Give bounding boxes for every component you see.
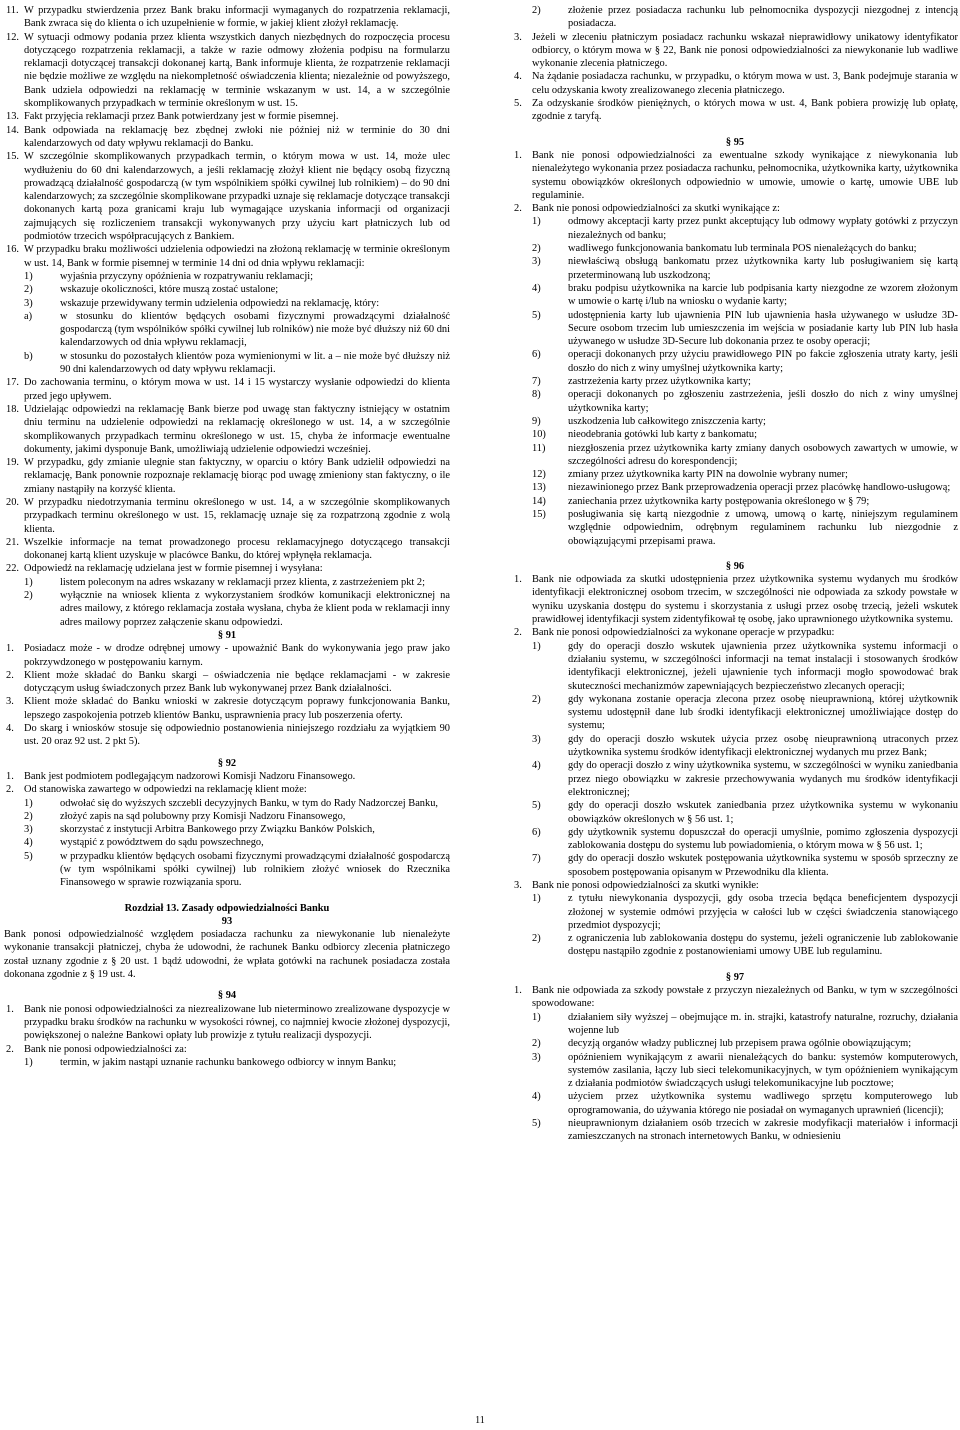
- list-item: 6) gdy użytkownik systemu dopuszczał do operacji umyślnie, pomimo zgłoszenia dyspozycji zablokowania dostępu do systemu lub powiadomienia, o którym mowa w § 56 ust. 1;: [532, 826, 958, 852]
- list-item: 5) udostępnienia karty lub ujawnienia PIN lub ujawnienia hasła używanego w usłudze 3D-Secure osobom trzecim lub umieszczenia im wejścia w posiadanie karty lub PIN lub hasła używanego w usłudze 3D-Secure lub dokonania przez te osoby operacji;: [532, 309, 958, 348]
- paragraph: 18. Udzielając odpowiedzi na reklamację Bank bierze pod uwagę stan faktyczny istniejący w ostatnim dniu terminu na udzielenie odpowiedzi na reklamację określonego w ust. 14, a w szczególnie skomplikowanych przypadkach terminu określonego w ust. 15, chyba że informacje ewentualne dokumenty, jakimi dysponuje Bank, umożliwiają udzielenie odpowiedzi wcześniej.: [6, 403, 450, 455]
- list-item: 12) zmiany przez użytkownika karty PIN na dowolnie wybrany numer;: [532, 469, 848, 481]
- list-item: 1) gdy do operacji doszło wskutek ujawnienia przez użytkownika systemu informacji o działaniu systemu, w szczególności informacji na temat instalacji i stosowanych środków identyfikacji elektronicznej, jeżeli ujawnienie tych informacji mogło spowodować brak skuteczności mechanizmów zapewniających bezpieczeństwo zlecanych operacji;: [532, 640, 958, 692]
- list-item: 7) gdy do operacji doszło wskutek postępowania użytkownika systemu w sposób sprzeczny ze sposobem postępowania opisanym w Przewodniku dla klienta.: [532, 853, 958, 878]
- list-item: 2) wadliwego funkcjonowania bankomatu lub terminala POS nienależących do banku;: [532, 243, 917, 255]
- list-item: 3) gdy do operacji doszło wskutek użycia przez osobę nieuprawnioną utraconych przez użytkownika systemu środków identyfikacji elektronicznej wydanych mu przez Bank;: [532, 733, 958, 759]
- list-item: 8) operacji dokonanych po zgłoszeniu zastrzeżenia, jeśli doszło do nich z winy umyślnej użytkownika karty;: [532, 389, 958, 414]
- paragraph: 19. W przypadku, gdy zmianie ulegnie stan faktyczny, w oparciu o który Bank udzielił odpowiedzi na reklamację, Bank ponownie rozpoznaje reklamację biorąc pod uwagę zmieniony stan faktyczny, o ile zmiany nastąpiły na korzyść klienta.: [6, 457, 450, 495]
- list-item: b) w stosunku do pozostałych klientów poza wymienionymi w lit. a – nie może być dłuższy niż 90 dni kalendarzowych od daty wpływu reklamacji.: [24, 350, 450, 376]
- paragraph: 22. Odpowiedź na reklamację udzielana jest w formie pisemnej i wysyłana:: [6, 563, 323, 575]
- list-item: 3) skorzystać z instytucji Arbitra Bankowego przy Związku Banków Polskich,: [24, 824, 375, 836]
- list-item: a) w stosunku do klientów będących osobami fizycznymi prowadzącymi działalność gospodarczą (tym wspólników spółki cywilnej lub rolników) nie może być dłuższy niż 60 dni kalendarzowych od dnia wpływu reklamacji,: [24, 310, 450, 349]
- list-item: 15) posługiwania się kartą niezgodnie z umową, umową o kartę, niniejszym regulaminem względnie odpowiednim, odrębnym regulaminem rachunku lub niezgodnie z obowiązującymi przepisami prawa.: [532, 508, 958, 547]
- list-item: 1) odwołać się do wyższych szczebli decyzyjnych Banku, w tym do Rady Nadzorczej Banku,: [24, 797, 438, 809]
- section-title: § 92: [217, 757, 237, 769]
- paragraph: 4. Do skarg i wniosków stosuje się odpowiednio postanowienia niniejszego rozdziału za wyjątkiem 90 ust. 20 oraz 92 ust. 2 pkt 5).: [6, 723, 450, 748]
- list-item: 2) decyzją organów władzy publicznej lub przepisem prawa ogólnie obowiązującym;: [532, 1038, 912, 1050]
- list-item: 9) uszkodzenia lub całkowitego zniszczenia karty;: [532, 415, 766, 427]
- list-item: 2) złożyć zapis na sąd polubowny przy Komisji Nadzoru Finansowego,: [24, 810, 346, 822]
- list-item: 1) termin, w jakim nastąpi uznanie rachunku bankowego odbiorcy w innym Banku;: [24, 1056, 397, 1068]
- paragraph: 5. Za odzyskanie środków pieniężnych, o których mowa w ust. 4, Bank pobiera prowizję lub opłatę, zgodnie z taryfą.: [514, 98, 958, 123]
- list-item: 2) wskazuje okoliczności, które muszą zostać ustalone;: [24, 284, 279, 296]
- paragraph: 3. Jeżeli w zleceniu płatniczym posiadacz rachunku wskazał nieprawidłowy unikatowy identyfikator odbiorcy, o którym mowa w § 22, Bank nie ponosi odpowiedzialności za niewykonanie lub wadliwe wykonanie zlecenia płatniczego.: [514, 31, 958, 70]
- paragraph: 20. W przypadku niedotrzymania terminu określonego w ust. 14, a w szczególnie skomplikowanych przypadkach terminu określonego w ust. 15, reklamację uznaje się za rozpatrzoną zgodnie z wolą klienta.: [6, 496, 450, 535]
- section-title: § 95: [725, 136, 745, 148]
- list-item: 5) gdy do operacji doszło wskutek zaniedbania przez użytkownika systemu w wykonaniu obowiązków określonych w § 56 ust. 1;: [532, 800, 958, 825]
- list-item: 2) wyłącznie na wniosek klienta z wykorzystaniem środków komunikacji elektronicznej na adres mailowy, z którego reklamacja została wysłana, chyba że klient poda w reklamacji inny adres mailowy poprzez załączenie skanu odpowiedzi.: [24, 590, 450, 628]
- list-item: 3) wskazuje przewidywany termin udzielenia odpowiedzi na reklamację, który:: [24, 297, 380, 309]
- list-item: 11) niezgłoszenia przez użytkownika karty zmiany danych osobowych zawartych w umowie, w szczególności adresu do korespondencji;: [532, 442, 958, 467]
- section-title: 93: [221, 915, 233, 927]
- paragraph: 4. Na żądanie posiadacza rachunku, w przypadku, o którym mowa w ust. 3, Bank podejmuje starania w celu odzyskania kwoty zrealizowanego zlecenia płatniczego.: [514, 71, 958, 96]
- list-item: 1) wyjaśnia przyczyny opóźnienia w rozpatrywaniu reklamacji;: [24, 270, 314, 282]
- left-column: [4, 4, 450, 1069]
- paragraph: 13. Fakt przyjęcia reklamacji przez Bank potwierdzany jest w formie pisemnej.: [6, 111, 339, 123]
- list-item: 1) działaniem siły wyższej – obejmujące m. in. strajki, katastrofy naturalne, rozruchy, działania wojenne lub: [532, 1011, 958, 1036]
- paragraph: 1. Bank jest podmiotem podlegającym nadzorowi Komisji Nadzoru Finansowego.: [6, 770, 356, 782]
- list-item: 14) zaniechania przez użytkownika karty postępowania określonego w § 79;: [532, 495, 870, 507]
- list-item: 4) użyciem przez użytkownika systemu wadliwego sprzętu komputerowego lub oprogramowania, do używania którego nie posiadał on wymaganych uprawnień (licencji);: [532, 1091, 958, 1116]
- list-item: 1) z tytułu niewykonania dyspozycji, gdy osoba trzecia będąca beneficjentem dyspozycji złożonej w systemie odmówi przyjęcia w całości lub w części świadczenia stanowiącego przedmiot dyspozycji;: [532, 893, 958, 931]
- paragraph: 2. Klient może składać do Banku skargi – oświadczenia nie będące reklamacjami - w zakresie dotyczącym usług świadczonych przez Bank lub wykonywanej przez Bank działalności.: [6, 669, 450, 695]
- paragraph: 3. Bank nie ponosi odpowiedzialności za skutki wynikłe:: [514, 880, 759, 891]
- list-item: 2) gdy wykonana zostanie operacja zlecona przez osobę nieuprawnioną, której użytkownik systemu udostępnił dane lub środki identyfikacji elektronicznej umożliwiające dostęp do systemu;: [532, 693, 958, 732]
- section-title: § 97: [725, 971, 745, 983]
- list-item: 7) zastrzeżenia karty przez użytkownika karty;: [532, 376, 751, 388]
- list-item: 5) w przypadku klientów będących osobami fizycznymi prowadzącymi działalność gospodarczą (w tym wspólnikami spółki cywilnej) lub rolnikiem złożyć wniosek do Rzecznika Finansowego w sprawie rozwiązania sporu.: [24, 850, 450, 889]
- list-item: 5) nieuprawnionym działaniem osób trzecich w zakresie modyfikacji materiałów i informacji zamieszczanych na stronach internetowych Banku, w odniesieniu: [532, 1118, 958, 1143]
- paragraph: 16. W przypadku braku możliwości udzielenia odpowiedzi na złożoną reklamację w terminie określonym w ust. 14, Bank w formie pisemnej w terminie 14 dni od dnia wpływu reklamacji:: [6, 244, 450, 269]
- paragraph: 2. Bank nie ponosi odpowiedzialności za wykonane operacje w przypadku:: [514, 627, 835, 639]
- paragraph: 2. Bank nie ponosi odpowiedzialności za skutki wynikające z:: [514, 203, 780, 215]
- paragraph: 3. Klient może składać do Banku wnioski w zakresie dotyczącym poprawy funkcjonowania Banku, lepszego zaspokojenia potrzeb klientów Banku, usprawnienia pracy lub poszerzenia oferty.: [6, 696, 450, 721]
- list-item: 1) odmowy akceptacji karty przez punkt akceptujący lub odmowy wypłaty gotówki z przyczyn niezależnych od banku;: [532, 216, 958, 241]
- paragraph: 21. Wszelkie informacje na temat prowadzonego procesu reklamacyjnego dotyczącego transakcji dokonanej kartą klient uzyskuje w placówce Banku, do której wpłynęła reklamacja.: [6, 536, 450, 562]
- paragraph: 12. W sytuacji odmowy podania przez klienta wszystkich danych niezbędnych do rozpoczęcia procesu dotyczącego rozpatrzenia reklamacji, a także w razie odmowy złożenia podpisu na formularzu reklamacji dotyczącej transakcji dokonanej kartą, Bank informuje klienta, że rozpatrzenie reklamacji nie będzie możliwe ze względu na niekompletność oświadczenia klienta; niezależnie od powyższego, Bank udziela odpowiedzi na reklamację w terminie wskazanym w ust. 14, a w szczególnie skomplikowanych przypadkach w terminie określonym w ust. 15.: [6, 31, 450, 110]
- paragraph: 1. Bank nie ponosi odpowiedzialności za niezrealizowane lub nieterminowo zrealizowane dyspozycje w przypadku braku środków na rachunku w wysokości równej, co najmniej kwocie złożonej dyspozycji, powiększonej o należne Bankowi opłaty lub prowizje z tytułu realizacji dyspozycji.: [6, 1003, 450, 1042]
- list-item: 6) operacji dokonanych przy użyciu prawidłowego PIN po fakcie zgłoszenia utraty karty, jeśli doszło do nich z winy umyślnej użytkownika karty;: [532, 349, 958, 374]
- page-number: 11: [475, 1415, 485, 1426]
- chapter-title: Rozdział 13. Zasady odpowiedzialności Banku: [124, 902, 330, 914]
- paragraph: Bank ponosi odpowiedzialność względem posiadacza rachunku za niewykonanie lub nienależyte wykonanie transakcji płatniczej, chyba że udowodni, że rachunek Banku odbiorcy zlecenia płatniczego został uznany zgodnie z § 20 ust. 1 bądź udowodni, że wpłata gotówki na rachunek posiadacza została dokonana zgodnie z § 19 ust. 4.: [4, 929, 450, 981]
- list-item: 1) listem poleconym na adres wskazany w reklamacji przez klienta, z zastrzeżeniem pkt 2;: [24, 576, 425, 588]
- list-item: 3) opóźnieniem wynikającym z awarii nienależących do banku: systemów komputerowych, systemów zasilania, łączy lub sieci telekomunikacyjnych, w tym opóźnieniem wynikającym z działania podmiotów świadczących usługi telekomunikacyjne lub pocztowe;: [532, 1051, 958, 1090]
- list-item: 2) złożenie przez posiadacza rachunku lub pełnomocnika dyspozycji niezgodnej z intencją posiadacza.: [532, 5, 958, 30]
- section-title: § 96: [725, 560, 745, 572]
- list-item: 4) gdy do operacji doszło z winy użytkownika systemu, w szczególności w wyniku zaniedbania przez niego obowiązku w zakresie przechowywania wydanych mu środków identyfikacji elektronicznej;: [532, 760, 958, 798]
- paragraph: 1. Bank nie ponosi odpowiedzialności za ewentualne szkody wynikające z niewykonania lub nienależytego wykonania przez posiadacza rachunku, pełnomocnika, użytkownika karty, użytkownika systemu obowiązków określonych odpowiednio w umowie, umowie o kartę, umowie UBE lub regulaminie.: [514, 149, 958, 201]
- section-title: § 91: [217, 629, 237, 641]
- list-item: 2) z ograniczenia lub zablokowania dostępu do systemu, jeżeli ograniczenie lub zablokowanie dostępu nastąpiło zgodnie z postanowieniami umowy UBE lub regulaminu.: [532, 933, 958, 958]
- list-item: 4) wystąpić z powództwem do sądu powszechnego,: [24, 837, 264, 849]
- section-title: § 94: [217, 990, 237, 1002]
- paragraph: 2. Od stanowiska zawartego w odpowiedzi na reklamację klient może:: [6, 784, 307, 796]
- paragraph: 14. Bank odpowiada na reklamację bez zbędnej zwłoki nie później niż w terminie do 30 dni kalendarzowych od daty wpływu reklamacji do Banku.: [6, 124, 450, 149]
- paragraph: 11. W przypadku stwierdzenia przez Bank braku informacji wymaganych do rozpatrzenia reklamacji, Bank zwraca się do klienta o ich uzupełnienie w formie, w jakiej klient złożył reklamację.: [6, 5, 450, 30]
- list-item: 4) braku podpisu użytkownika na karcie lub podpisania karty niezgodne ze wzorem złożonym w umowie o kartę i/lub na wniosku o wydanie karty;: [532, 282, 958, 308]
- list-item: 13) niezawinionego przez Bank przeprowadzenia operacji przez placówkę handlowo-usługową;: [532, 482, 951, 494]
- paragraph: 17. Do zachowania terminu, o którym mowa w ust. 14 i 15 wystarczy wysłanie odpowiedzi do klienta przed jego upływem.: [6, 377, 450, 402]
- paragraph: 1. Bank nie odpowiada za szkody powstałe z przyczyn niezależnych od Banku, w tym w szczególności spowodowane:: [514, 985, 958, 1010]
- list-item: 10) nieodebrania gotówki lub karty z bankomatu;: [532, 429, 757, 441]
- paragraph: 1. Bank nie odpowiada za skutki udostępnienia przez użytkownika systemu wydanych mu środków identyfikacji elektronicznej osobom trzecim, w szczególności nie odpowiada za szkody powstałe w wyniku uzyskania dostępu do systemu i skorzystania z usługi przez osobę trzecią, jeżeli wskutek prawidłowej identyfikacji system zidentyfikował tę osobę, jako uprawnionego użytkownika systemu.: [514, 574, 958, 626]
- paragraph: 1. Posiadacz może - w drodze odrębnej umowy - upoważnić Bank do wykonywania jego praw jako pokrzywdzonego w postępowaniu karnym.: [6, 643, 450, 668]
- paragraph: 2. Bank nie ponosi odpowiedzialności za:: [6, 1043, 187, 1055]
- right-column: [512, 4, 958, 1144]
- paragraph: 15. W szczególnie skomplikowanych przypadkach termin, o którym mowa w ust. 14, może ulec wydłużeniu do 60 dni kalendarzowych, a jeśli reklamację złożył klient nie będący osobą fizyczną prowadzącą działalność gospodarczą (w tym wspólnikiem spółki cywilnej lub rolnikiem) – do 90 dni kalendarzowych; za szczególnie skomplikowane przypadki uznaje się reklamacje dotyczące transakcji dokonanych kartą poza granicami kraju lub wymagające uzyskania informacji od organizacji zajmujących się rozliczeniem transakcji wykonywanych przy użyciu kart płatniczych lub od podmiotów trzecich współpracujących z Bankiem.: [6, 151, 450, 243]
- list-item: 3) niewłaściwą obsługą bankomatu przez użytkownika karty lub posługiwaniem się kartą przeterminowaną lub uszkodzoną;: [532, 256, 958, 281]
